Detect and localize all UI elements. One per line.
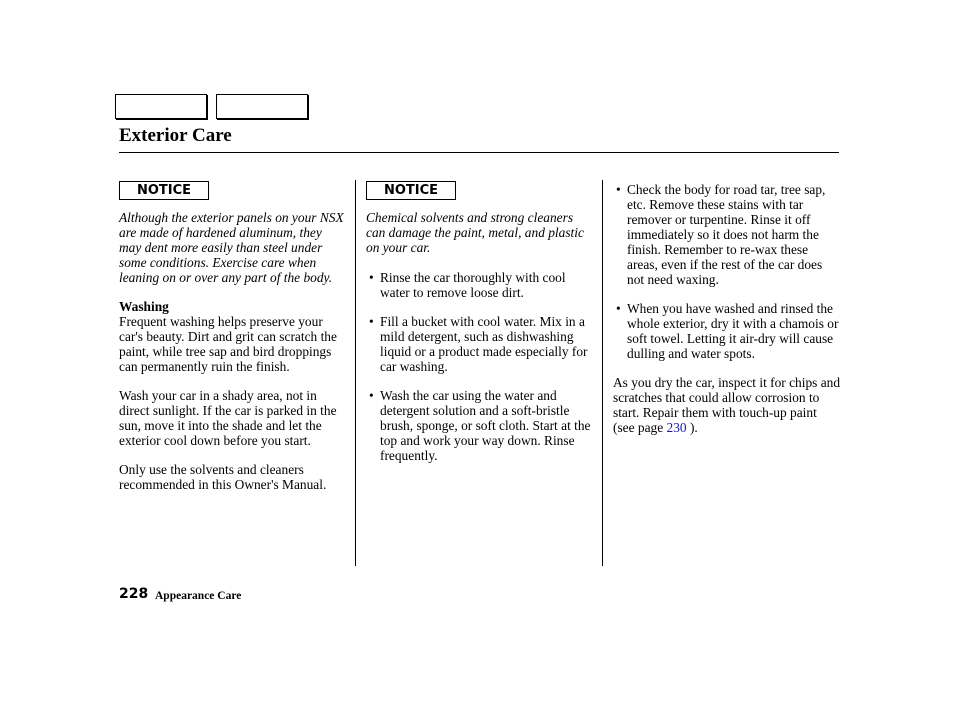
notice-text: Although the exterior panels on your NSX are made of hardened aluminum, they may dent more easily than steel under some conditions. Exercise care when leaning on or over any part of the body.: [119, 210, 344, 285]
washing-heading: Washing: [119, 299, 169, 314]
section-name: Appearance Care: [155, 590, 242, 602]
washing-steps-list: [366, 270, 594, 463]
list-item: • When you have washed and rinsed the whole exterior, dry it with a chamois or soft towel. Letting it air-dry will cause dulling and water spots.: [613, 301, 841, 361]
final-paragraph-text: As you dry the car, inspect it for chips and scratches that could allow corrosion to start. Repair them with touch-up paint (see page: [613, 375, 841, 435]
notice-badge: NOTICE: [366, 181, 456, 200]
column-right: [613, 180, 841, 435]
page-title: Exterior Care: [119, 125, 232, 146]
paragraph: Frequent washing helps preserve your car's beauty. Dirt and grit can scratch the paint, while tree sap and bird droppings can permanently ruin the finish.: [119, 314, 337, 374]
care-steps-list: [613, 182, 841, 361]
page-number: 228: [119, 586, 149, 602]
list-item: • Check the body for road tar, tree sap, etc. Remove these stains with tar remover or turpentine. Rinse it off immediately so it does not harm the finish. Remember to re-wax these areas, even if the rest of the car does not need waxing.: [613, 182, 841, 287]
column-middle: [366, 180, 594, 463]
column-divider: [355, 180, 356, 566]
column-divider: [602, 180, 603, 566]
paragraph: Only use the solvents and cleaners recommended in this Owner's Manual.: [119, 462, 327, 492]
page-reference-link[interactable]: 230: [666, 420, 687, 435]
list-item: • Rinse the car thoroughly with cool water to remove loose dirt.: [366, 270, 594, 300]
final-paragraph-end: ).: [686, 420, 698, 435]
nav-tab-box-2[interactable]: [216, 94, 308, 119]
list-item: • Wash the car using the water and detergent solution and a soft-bristle brush, sponge, or soft cloth. Start at the top and work your way down. Rinse frequently.: [366, 388, 594, 463]
column-left: [119, 180, 347, 492]
notice-text: Chemical solvents and strong cleaners can damage the paint, metal, and plastic on your car.: [366, 210, 584, 255]
final-paragraph: [613, 375, 841, 435]
notice-badge: NOTICE: [119, 181, 209, 200]
list-item: • Fill a bucket with cool water. Mix in a mild detergent, such as dishwashing liquid or a product made especially for car washing.: [366, 314, 594, 374]
title-divider: [119, 152, 839, 153]
paragraph: Wash your car in a shady area, not in direct sunlight. If the car is parked in the sun, move it into the shade and let the exterior cool down before you start.: [119, 388, 337, 448]
nav-tab-box-1[interactable]: [115, 94, 207, 119]
